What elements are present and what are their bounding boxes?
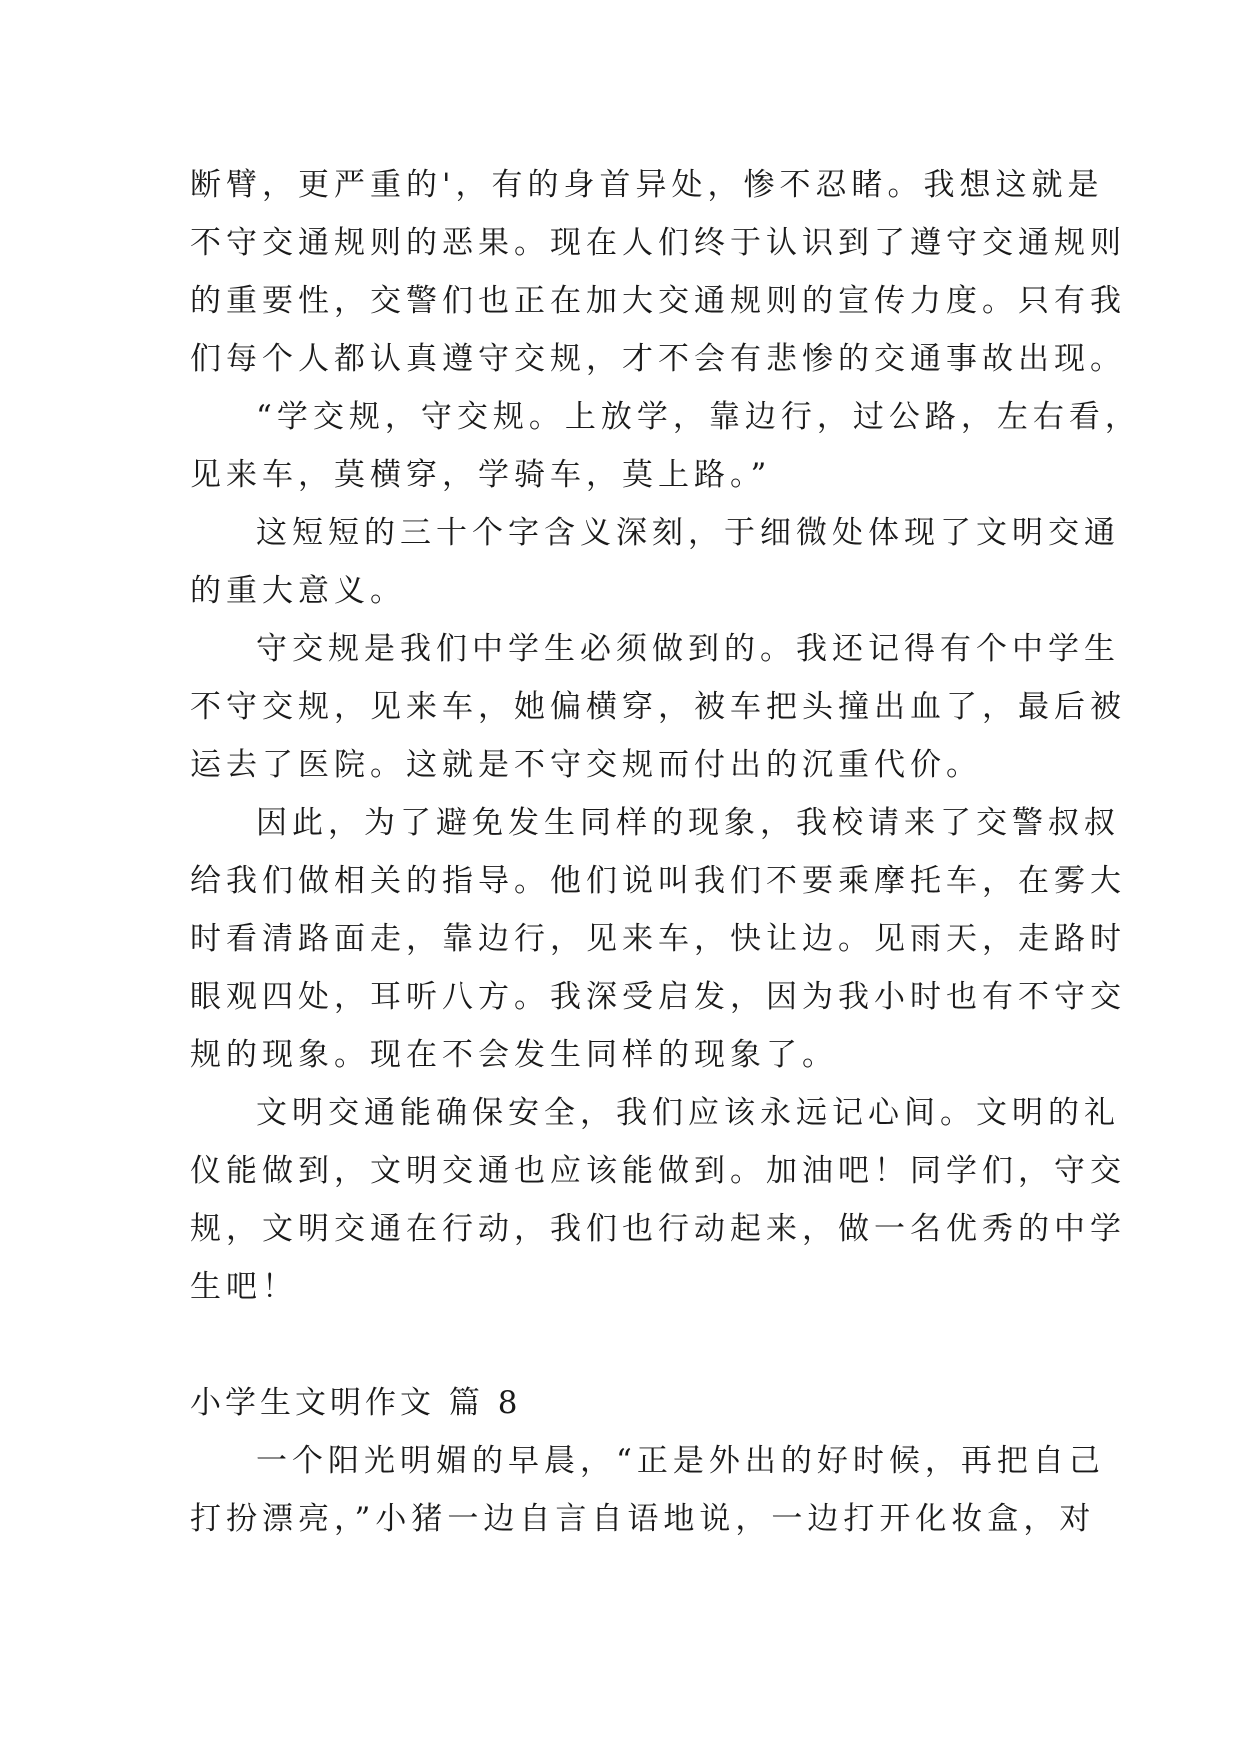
text-line: 生吧！ [190,1269,298,1305]
paragraph-first-line: “学交规，守交规。上放学，靠边行，过公路，左右看， [256,399,1141,435]
text-line: 运去了医院。这就是不守交规而付出的沉重代价。 [190,747,982,783]
paragraph-first-line: 这短短的三十个字含义深刻，于细微处体现了文明交通 [256,515,1120,551]
text-line: 不守交规，见来车，她偏横穿，被车把头撞出血了，最后被 [190,689,1126,725]
text-line: 仪能做到，文明交通也应该能做到。加油吧！同学们，守交 [190,1153,1126,1189]
text-line: 时看清路面走，靠边行，见来车，快让边。见雨天，走路时 [190,921,1126,957]
text-line: 的重大意义。 [190,573,406,609]
text-line: 给我们做相关的指导。他们说叫我们不要乘摩托车，在雾大 [190,863,1126,899]
text-line: 不守交通规则的恶果。现在人们终于认识到了遵守交通规则 [190,225,1126,261]
text-line: 打扮漂亮，”小猪一边自言自语地说，一边打开化妆盒，对 [190,1501,1096,1537]
text-line: 的重要性，交警们也正在加大交通规则的宣传力度。只有我 [190,283,1126,319]
paragraph-first-line: 守交规是我们中学生必须做到的。我还记得有个中学生 [256,631,1120,667]
text-line: 规，文明交通在行动，我们也行动起来，做一名优秀的中学 [190,1211,1126,1247]
paragraph-first-line: 一个阳光明媚的早晨，“正是外出的好时候，再把自己 [256,1443,1105,1479]
section-spacer [190,1316,1070,1374]
text-line: 规的现象。现在不会发生同样的现象了。 [190,1037,838,1073]
text-line: 眼观四处，耳听八方。我深受启发，因为我小时也有不守交 [190,979,1126,1015]
paragraph-first-line: 文明交通能确保安全，我们应该永远记心间。文明的礼 [256,1095,1120,1131]
text-line: 断臂，更严重的'，有的身首异处，惨不忍睹。我想这就是 [190,167,1104,203]
text-line: 们每个人都认真遵守交规，才不会有悲惨的交通事故出现。 [190,341,1126,377]
document-body [190,156,1141,1548]
paragraph-first-line: 因此，为了避免发生同样的现象，我校请来了交警叔叔 [256,805,1120,841]
text-line: 见来车，莫横穿，学骑车，莫上路。” [190,457,772,493]
section-heading: 小学生文明作文 篇 8 [190,1385,522,1421]
